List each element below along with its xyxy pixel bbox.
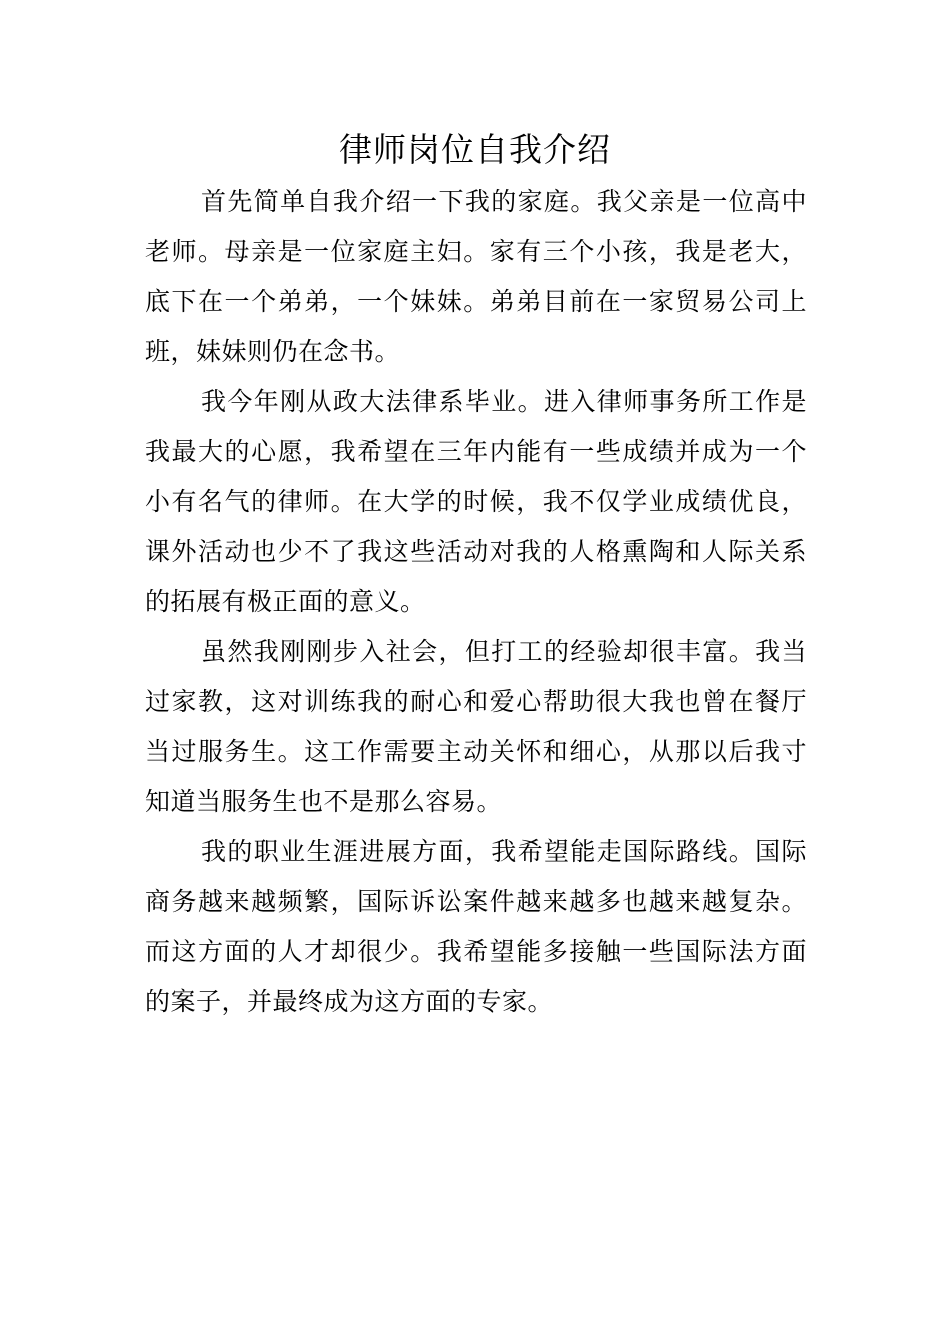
paragraph-family: 首先简单自我介绍一下我的家庭。我父亲是一位高中老师。母亲是一位家庭主妇。家有三个小孩，我是老大，底下在一个弟弟，一个妹妹。弟弟目前在一家贸易公司上班，妹妹则仍在念书。	[145, 187, 807, 366]
paragraph-education: 我今年刚从政大法律系毕业。进入律师事务所工作是我最大的心愿，我希望在三年内能有一些成绩并成为一个小有名气的律师。在大学的时候，我不仅学业成绩优良，课外活动也少不了我这些活动对我的人格熏陶和人际关系的拓展有极正面的意义。	[145, 387, 807, 616]
paragraph-career-goals: 我的职业生涯进展方面，我希望能走国际路线。国际商务越来越频繁，国际诉讼案件越来越多也越来越复杂。而这方面的人才却很少。我希望能多接触一些国际法方面的案子，并最终成为这方面的专家。	[145, 837, 807, 1016]
document-title: 律师岗位自我介绍	[339, 130, 611, 169]
paragraph-experience: 虽然我刚刚步入社会，但打工的经验却很丰富。我当过家教，这对训练我的耐心和爱心帮助很大我也曾在餐厅当过服务生。这工作需要主动关怀和细心，从那以后我寸知道当服务生也不是那么容易。	[145, 637, 807, 816]
document-body	[145, 177, 807, 1027]
